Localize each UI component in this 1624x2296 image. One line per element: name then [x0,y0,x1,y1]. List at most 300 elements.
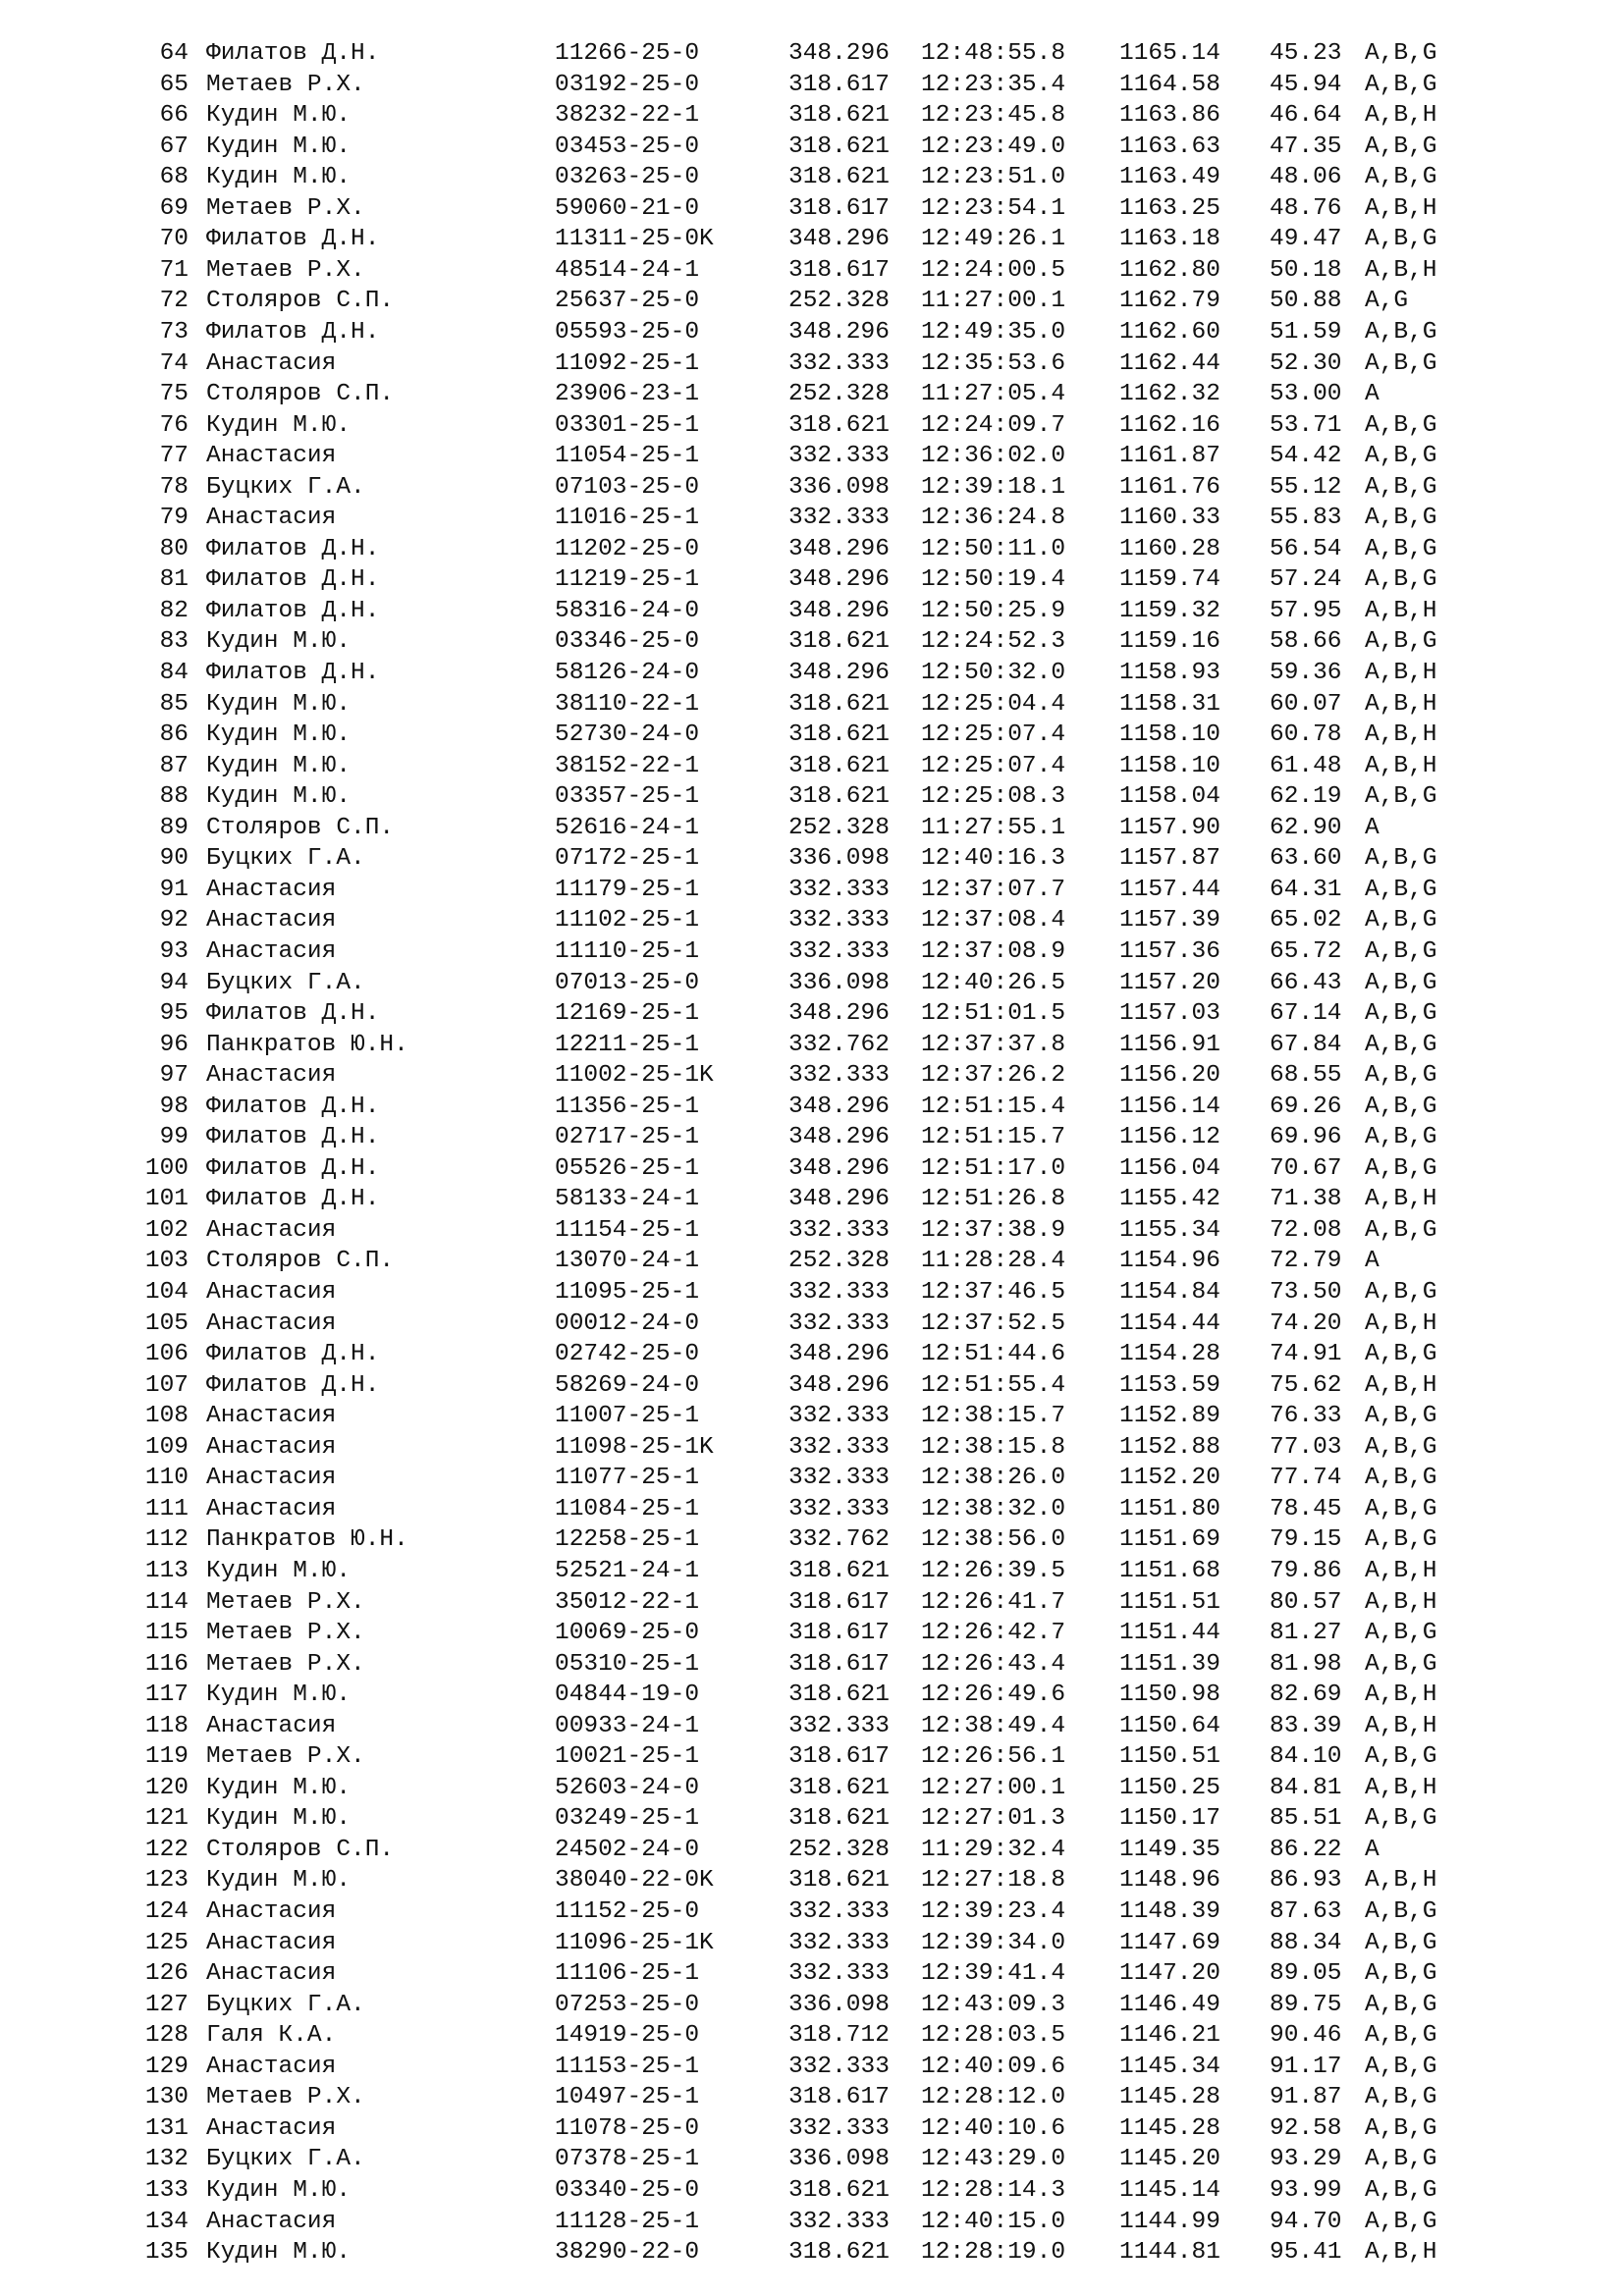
ring-id: 11154-25-1 [555,1216,700,1244]
table-row [0,317,1624,348]
participant-name: Метаев Р.Х. [206,1620,365,1647]
participant-name: Кудин М.Ю. [206,1805,352,1833]
speed-value: 1151.69 [1119,1526,1220,1554]
group-codes: A,B,G [1365,1341,1437,1368]
speed-value: 1163.18 [1119,226,1220,253]
distance-value: 348.296 [788,535,890,562]
table-row [0,1741,1624,1773]
arrival-time: 12:26:42.7 [921,1620,1066,1647]
score-value: 53.00 [1270,381,1342,408]
table-row [0,658,1624,689]
distance-value: 348.296 [788,1341,890,1368]
row-number: 133 [144,2176,189,2204]
score-value: 94.70 [1270,2208,1342,2235]
participant-name: Анастасия [206,1712,337,1739]
speed-value: 1149.35 [1119,1836,1220,1863]
score-value: 51.59 [1270,318,1342,346]
speed-value: 1159.32 [1119,597,1220,624]
score-value: 60.07 [1270,690,1342,718]
score-value: 72.08 [1270,1216,1342,1244]
ring-id: 11007-25-1 [555,1403,700,1430]
score-value: 79.15 [1270,1526,1342,1554]
participant-name: Филатов Д.Н. [206,1093,380,1120]
table-row [0,1711,1624,1742]
row-number: 69 [159,194,189,222]
ring-id: 11266-25-0 [555,40,700,67]
speed-value: 1150.98 [1119,1682,1220,1709]
arrival-time: 11:27:55.1 [921,814,1066,841]
row-number: 107 [144,1371,189,1399]
score-value: 53.71 [1270,411,1342,439]
row-number: 99 [159,1124,189,1151]
arrival-time: 12:51:17.0 [921,1154,1066,1182]
participant-name: Филатов Д.Н. [206,1341,380,1368]
score-value: 77.74 [1270,1465,1342,1492]
ring-id: 11002-25-1K [555,1062,714,1090]
participant-name: Филатов Д.Н. [206,535,380,562]
arrival-time: 12:37:38.9 [921,1216,1066,1244]
distance-value: 318.621 [788,1867,890,1895]
table-row [0,1773,1624,1804]
ring-id: 11110-25-1 [555,937,700,965]
score-value: 55.83 [1270,505,1342,532]
ring-id: 11084-25-1 [555,1495,700,1522]
speed-value: 1151.80 [1119,1495,1220,1522]
speed-value: 1154.28 [1119,1341,1220,1368]
table-row [0,1990,1624,2021]
score-value: 60.78 [1270,721,1342,749]
ring-id: 11153-25-1 [555,2053,700,2080]
distance-value: 332.333 [788,1279,890,1306]
participant-name: Кудин М.Ю. [206,721,352,749]
speed-value: 1164.58 [1119,71,1220,98]
participant-name: Филатов Д.Н. [206,1000,380,1028]
distance-value: 348.296 [788,226,890,253]
score-value: 75.62 [1270,1371,1342,1399]
row-number: 67 [159,133,189,160]
speed-value: 1158.93 [1119,660,1220,686]
arrival-time: 12:37:46.5 [921,1279,1066,1306]
ring-id: 48514-24-1 [555,256,700,284]
group-codes: A,B,G [1365,2176,1437,2204]
score-value: 64.31 [1270,876,1342,903]
ring-id: 07103-25-0 [555,473,700,501]
distance-value: 318.621 [788,721,890,749]
table-row [0,70,1624,101]
arrival-time: 12:39:41.4 [921,1960,1066,1988]
ring-id: 11016-25-1 [555,505,700,532]
score-value: 71.38 [1270,1186,1342,1213]
ring-id: 35012-22-1 [555,1588,700,1616]
table-row [0,2237,1624,2269]
score-value: 65.72 [1270,937,1342,965]
table-row [0,1649,1624,1681]
score-value: 65.02 [1270,907,1342,934]
participant-name: Анастасия [206,349,337,377]
arrival-time: 12:38:15.8 [921,1433,1066,1461]
row-number: 84 [159,660,189,686]
ring-id: 12169-25-1 [555,1000,700,1028]
speed-value: 1163.25 [1119,194,1220,222]
distance-value: 332.333 [788,1465,890,1492]
row-number: 82 [159,597,189,624]
score-value: 84.81 [1270,1774,1342,1801]
speed-value: 1150.25 [1119,1774,1220,1801]
score-value: 59.36 [1270,660,1342,686]
group-codes: A,B,G [1365,443,1437,470]
row-number: 93 [159,937,189,965]
ring-id: 05310-25-1 [555,1650,700,1678]
speed-value: 1159.74 [1119,566,1220,594]
score-value: 45.23 [1270,40,1342,67]
group-codes: A,B,H [1365,721,1437,749]
participant-name: Анастасия [206,1929,337,1956]
row-number: 91 [159,876,189,903]
distance-value: 348.296 [788,1000,890,1028]
distance-value: 318.712 [788,2022,890,2050]
table-row [0,1896,1624,1928]
group-codes: A [1365,1248,1380,1275]
row-number: 123 [144,1867,189,1895]
table-row [0,379,1624,410]
row-number: 92 [159,907,189,934]
participant-name: Анастасия [206,1898,337,1925]
distance-value: 332.333 [788,1929,890,1956]
score-value: 61.48 [1270,752,1342,779]
ring-id: 11102-25-1 [555,907,700,934]
table-row [0,162,1624,193]
score-value: 49.47 [1270,226,1342,253]
arrival-time: 12:51:15.4 [921,1093,1066,1120]
speed-value: 1155.34 [1119,1216,1220,1244]
participant-name: Анастасия [206,1433,337,1461]
table-row [0,132,1624,163]
group-codes: A,B,G [1365,1216,1437,1244]
table-row [0,2175,1624,2207]
row-number: 130 [144,2084,189,2111]
score-value: 54.42 [1270,443,1342,470]
distance-value: 332.333 [788,1309,890,1337]
ring-id: 38040-22-0K [555,1867,714,1895]
group-codes: A,B,H [1365,194,1437,222]
arrival-time: 12:40:09.6 [921,2053,1066,2080]
speed-value: 1160.33 [1119,505,1220,532]
speed-value: 1163.63 [1119,133,1220,160]
row-number: 85 [159,690,189,718]
distance-value: 332.333 [788,1898,890,1925]
speed-value: 1147.20 [1119,1960,1220,1988]
arrival-time: 12:37:07.7 [921,876,1066,903]
table-row [0,751,1624,782]
arrival-time: 12:38:26.0 [921,1465,1066,1492]
row-number: 74 [159,349,189,377]
row-number: 132 [144,2146,189,2173]
group-codes: A,B,G [1365,1000,1437,1028]
distance-value: 348.296 [788,1093,890,1120]
participant-name: Столяров С.П. [206,1248,395,1275]
score-value: 86.93 [1270,1867,1342,1895]
ring-id: 00933-24-1 [555,1712,700,1739]
score-value: 85.51 [1270,1805,1342,1833]
ring-id: 03453-25-0 [555,133,700,160]
group-codes: A,B,G [1365,1279,1437,1306]
table-row [0,1339,1624,1370]
arrival-time: 12:40:10.6 [921,2114,1066,2142]
participant-name: Филатов Д.Н. [206,1154,380,1182]
table-row [0,1463,1624,1494]
arrival-time: 12:28:03.5 [921,2022,1066,2050]
table-row [0,348,1624,380]
ring-id: 02717-25-1 [555,1124,700,1151]
score-value: 88.34 [1270,1929,1342,1956]
distance-value: 332.762 [788,1526,890,1554]
table-row [0,2207,1624,2238]
ring-id: 03192-25-0 [555,71,700,98]
distance-value: 318.621 [788,133,890,160]
speed-value: 1156.91 [1119,1031,1220,1058]
score-value: 50.18 [1270,256,1342,284]
table-row [0,1246,1624,1277]
score-value: 81.98 [1270,1650,1342,1678]
ring-id: 11152-25-0 [555,1898,700,1925]
group-codes: A,B,G [1365,845,1437,873]
ring-id: 04844-19-0 [555,1682,700,1709]
arrival-time: 12:43:29.0 [921,2146,1066,2173]
arrival-time: 12:23:35.4 [921,71,1066,98]
table-row [0,1432,1624,1464]
speed-value: 1148.96 [1119,1867,1220,1895]
table-row [0,2020,1624,2052]
ring-id: 25637-25-0 [555,288,700,315]
row-number: 78 [159,473,189,501]
row-number: 100 [144,1154,189,1182]
row-number: 113 [144,1557,189,1584]
speed-value: 1150.51 [1119,1743,1220,1771]
participant-name: Столяров С.П. [206,814,395,841]
arrival-time: 12:40:16.3 [921,845,1066,873]
row-number: 120 [144,1774,189,1801]
arrival-time: 11:29:32.4 [921,1836,1066,1863]
participant-name: Филатов Д.Н. [206,226,380,253]
distance-value: 318.621 [788,102,890,130]
row-number: 89 [159,814,189,841]
ring-id: 10069-25-0 [555,1620,700,1647]
participant-name: Анастасия [206,1465,337,1492]
participant-name: Анастасия [206,443,337,470]
speed-value: 1146.21 [1119,2022,1220,2050]
group-codes: A,B,G [1365,907,1437,934]
arrival-time: 12:51:15.7 [921,1124,1066,1151]
ring-id: 11054-25-1 [555,443,700,470]
participant-name: Буцких Г.А. [206,473,365,501]
arrival-time: 11:27:05.4 [921,381,1066,408]
arrival-time: 12:24:09.7 [921,411,1066,439]
arrival-time: 12:37:52.5 [921,1309,1066,1337]
speed-value: 1157.03 [1119,1000,1220,1028]
arrival-time: 12:28:12.0 [921,2084,1066,2111]
ring-id: 00012-24-0 [555,1309,700,1337]
group-codes: A,G [1365,288,1409,315]
score-value: 58.66 [1270,628,1342,656]
distance-value: 348.296 [788,1124,890,1151]
group-codes: A,B,G [1365,2022,1437,2050]
distance-value: 348.296 [788,1154,890,1182]
table-row [0,689,1624,721]
ring-id: 03357-25-1 [555,783,700,811]
ring-id: 11098-25-1K [555,1433,714,1461]
distance-value: 332.333 [788,1433,890,1461]
table-row [0,2082,1624,2113]
participant-name: Анастасия [206,1403,337,1430]
ring-id: 10497-25-1 [555,2084,700,2111]
distance-value: 252.328 [788,288,890,315]
arrival-time: 12:24:00.5 [921,256,1066,284]
distance-value: 336.098 [788,845,890,873]
ring-id: 52521-24-1 [555,1557,700,1584]
table-row [0,1618,1624,1649]
arrival-time: 12:23:49.0 [921,133,1066,160]
group-codes: A,B,G [1365,1465,1437,1492]
table-row [0,410,1624,442]
distance-value: 332.333 [788,505,890,532]
arrival-time: 12:36:02.0 [921,443,1066,470]
score-value: 80.57 [1270,1588,1342,1616]
distance-value: 252.328 [788,1248,890,1275]
distance-value: 348.296 [788,318,890,346]
ring-id: 07378-25-1 [555,2146,700,2173]
group-codes: A,B,G [1365,1743,1437,1771]
ring-id: 52730-24-0 [555,721,700,749]
speed-value: 1157.39 [1119,907,1220,934]
score-value: 81.27 [1270,1620,1342,1647]
group-codes: A,B,H [1365,752,1437,779]
arrival-time: 12:40:26.5 [921,969,1066,996]
participant-name: Кудин М.Ю. [206,783,352,811]
table-row [0,1060,1624,1092]
speed-value: 1159.16 [1119,628,1220,656]
participant-name: Метаев Р.Х. [206,1588,365,1616]
arrival-time: 12:51:26.8 [921,1186,1066,1213]
group-codes: A [1365,814,1380,841]
row-number: 87 [159,752,189,779]
distance-value: 252.328 [788,381,890,408]
arrival-time: 12:49:26.1 [921,226,1066,253]
speed-value: 1145.28 [1119,2084,1220,2111]
participant-name: Кудин М.Ю. [206,1774,352,1801]
participant-name: Кудин М.Ю. [206,2239,352,2267]
group-codes: A,B,G [1365,566,1437,594]
row-number: 128 [144,2022,189,2050]
arrival-time: 12:25:04.4 [921,690,1066,718]
group-codes: A,B,H [1365,1557,1437,1584]
table-row [0,1928,1624,1959]
group-codes: A,B,H [1365,1682,1437,1709]
group-codes: A,B,G [1365,1433,1437,1461]
table-row [0,1030,1624,1061]
group-codes: A,B,G [1365,1650,1437,1678]
row-number: 114 [144,1588,189,1616]
row-number: 117 [144,1682,189,1709]
arrival-time: 12:27:00.1 [921,1774,1066,1801]
table-row [0,255,1624,287]
arrival-time: 12:50:11.0 [921,535,1066,562]
arrival-time: 12:23:54.1 [921,194,1066,222]
distance-value: 348.296 [788,1371,890,1399]
participant-name: Кудин М.Ю. [206,164,352,191]
group-codes: A,B,G [1365,2208,1437,2235]
distance-value: 348.296 [788,1186,890,1213]
score-value: 47.35 [1270,133,1342,160]
distance-value: 332.333 [788,1495,890,1522]
speed-value: 1154.84 [1119,1279,1220,1306]
row-number: 109 [144,1433,189,1461]
speed-value: 1145.34 [1119,2053,1220,2080]
speed-value: 1162.80 [1119,256,1220,284]
distance-value: 336.098 [788,1991,890,2018]
speed-value: 1147.69 [1119,1929,1220,1956]
distance-value: 348.296 [788,40,890,67]
group-codes: A,B,G [1365,1620,1437,1647]
distance-value: 332.333 [788,876,890,903]
participant-name: Кудин М.Ю. [206,1867,352,1895]
group-codes: A,B,H [1365,1588,1437,1616]
row-number: 98 [159,1093,189,1120]
table-row [0,2144,1624,2175]
group-codes: A,B,H [1365,102,1437,130]
row-number: 124 [144,1898,189,1925]
distance-value: 336.098 [788,969,890,996]
ring-id: 03340-25-0 [555,2176,700,2204]
arrival-time: 12:49:35.0 [921,318,1066,346]
participant-name: Кудин М.Ю. [206,1682,352,1709]
distance-value: 332.333 [788,937,890,965]
arrival-time: 12:51:55.4 [921,1371,1066,1399]
group-codes: A,B,G [1365,783,1437,811]
participant-name: Кудин М.Ю. [206,690,352,718]
participant-name: Анастасия [206,505,337,532]
arrival-time: 12:26:56.1 [921,1743,1066,1771]
speed-value: 1145.14 [1119,2176,1220,2204]
score-value: 45.94 [1270,71,1342,98]
participant-name: Анастасия [206,907,337,934]
speed-value: 1151.68 [1119,1557,1220,1584]
arrival-time: 12:51:01.5 [921,1000,1066,1028]
score-value: 70.67 [1270,1154,1342,1182]
group-codes: A,B,H [1365,1309,1437,1337]
arrival-time: 12:26:49.6 [921,1682,1066,1709]
row-number: 90 [159,845,189,873]
table-row [0,843,1624,875]
ring-id: 11128-25-1 [555,2208,700,2235]
arrival-time: 12:50:25.9 [921,597,1066,624]
group-codes: A,B,G [1365,1526,1437,1554]
score-value: 66.43 [1270,969,1342,996]
arrival-time: 12:26:43.4 [921,1650,1066,1678]
arrival-time: 12:51:44.6 [921,1341,1066,1368]
group-codes: A,B,G [1365,505,1437,532]
score-value: 79.86 [1270,1557,1342,1584]
ring-id: 11311-25-0K [555,226,714,253]
ring-id: 12258-25-1 [555,1526,700,1554]
arrival-time: 12:37:37.8 [921,1031,1066,1058]
group-codes: A,B,G [1365,1495,1437,1522]
group-codes: A,B,G [1365,71,1437,98]
participant-name: Метаев Р.Х. [206,71,365,98]
arrival-time: 12:39:34.0 [921,1929,1066,1956]
ring-id: 10021-25-1 [555,1743,700,1771]
table-row [0,564,1624,596]
ring-id: 07253-25-0 [555,1991,700,2018]
